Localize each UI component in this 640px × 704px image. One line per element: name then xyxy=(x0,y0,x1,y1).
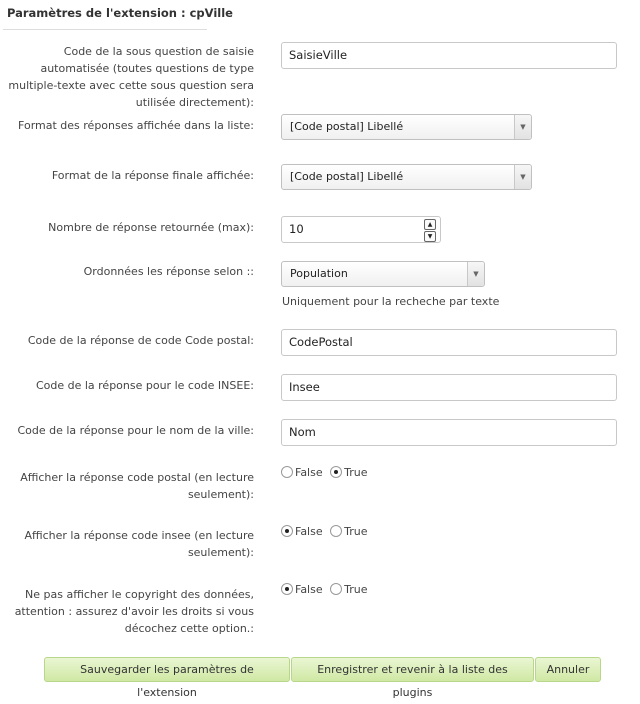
afficher-cp-radio-group xyxy=(281,466,372,480)
saisie-code-input[interactable]: SaisieVille xyxy=(281,42,617,69)
radio-checked-icon[interactable] xyxy=(281,525,293,537)
number-spinner[interactable] xyxy=(424,219,435,240)
format-finale-select[interactable] xyxy=(281,164,532,190)
radio-label: True xyxy=(344,525,368,538)
radio-checked-icon[interactable] xyxy=(330,466,342,478)
radio-label: True xyxy=(344,466,368,479)
ordre-help-text: Uniquement pour la recheche par texte xyxy=(282,295,500,308)
code-ville-label: Code de la réponse pour le nom de la ville: xyxy=(17,424,254,437)
format-finale-label: Format de la réponse finale affichée: xyxy=(51,169,254,182)
copyright-true-option[interactable] xyxy=(330,583,367,597)
radio-unchecked-icon[interactable] xyxy=(281,466,293,478)
ordre-value: Population xyxy=(290,267,348,280)
ordre-label: Ordonnées les réponse selon :: xyxy=(83,265,254,278)
chevron-down-icon: ▼ xyxy=(514,165,531,189)
afficher-cp-label: Afficher la réponse code postal (en lecture seulement): xyxy=(20,471,254,501)
format-liste-label: Format des réponses affichée dans la liste: xyxy=(18,119,254,132)
afficher-insee-true-option[interactable] xyxy=(330,525,367,539)
title-divider xyxy=(3,29,207,30)
afficher-cp-false-option[interactable] xyxy=(281,466,323,480)
radio-unchecked-icon[interactable] xyxy=(330,525,342,537)
format-liste-value: [Code postal] Libellé xyxy=(290,120,404,133)
afficher-insee-false-option[interactable] xyxy=(281,525,323,539)
copyright-false-option[interactable] xyxy=(281,583,323,597)
radio-label: False xyxy=(295,583,323,596)
radio-label: False xyxy=(295,525,323,538)
nombre-max-input[interactable] xyxy=(281,216,441,243)
chevron-down-icon: ▼ xyxy=(514,115,531,139)
format-finale-value: [Code postal] Libellé xyxy=(290,170,404,183)
afficher-cp-true-option[interactable] xyxy=(330,466,367,480)
code-ville-input[interactable]: Nom xyxy=(281,419,617,446)
code-insee-label: Code de la réponse pour le code INSEE: xyxy=(35,379,254,392)
afficher-insee-label: Afficher la réponse code insee (en lecture seulement): xyxy=(24,529,254,559)
code-insee-input[interactable]: Insee xyxy=(281,374,617,401)
copyright-radio-group xyxy=(281,583,372,597)
cancel-button[interactable]: Annuler xyxy=(535,657,601,682)
code-postal-label: Code de la réponse de code Code postal: xyxy=(27,334,254,347)
chevron-up-icon[interactable]: ▲ xyxy=(424,219,436,230)
radio-label: False xyxy=(295,466,323,479)
copyright-label: Ne pas afficher le copyright des données, attention : assurez d'avoir les droits si vous décochez cette option.: xyxy=(14,588,254,635)
nombre-max-value: 10 xyxy=(289,222,304,236)
afficher-insee-radio-group xyxy=(281,525,372,539)
save-return-button[interactable]: Enregistrer et revenir à la liste des plugins xyxy=(291,657,534,682)
radio-checked-icon[interactable] xyxy=(281,583,293,595)
radio-label: True xyxy=(344,583,368,596)
page-title: Paramètres de l'extension : cpVille xyxy=(7,6,233,20)
ordre-select[interactable] xyxy=(281,261,485,287)
chevron-down-icon[interactable]: ▼ xyxy=(424,231,436,242)
format-liste-select[interactable] xyxy=(281,114,532,140)
save-button[interactable]: Sauvegarder les paramètres de l'extension xyxy=(44,657,290,682)
saisie-code-label: Code de la sous question de saisie automatisée (toutes questions de type multiple-texte avec cette sous question sera utilisée directement): xyxy=(8,45,254,109)
code-postal-input[interactable]: CodePostal xyxy=(281,329,617,356)
chevron-down-icon: ▼ xyxy=(467,262,484,286)
radio-unchecked-icon[interactable] xyxy=(330,583,342,595)
nombre-max-label: Nombre de réponse retournée (max): xyxy=(48,221,254,234)
